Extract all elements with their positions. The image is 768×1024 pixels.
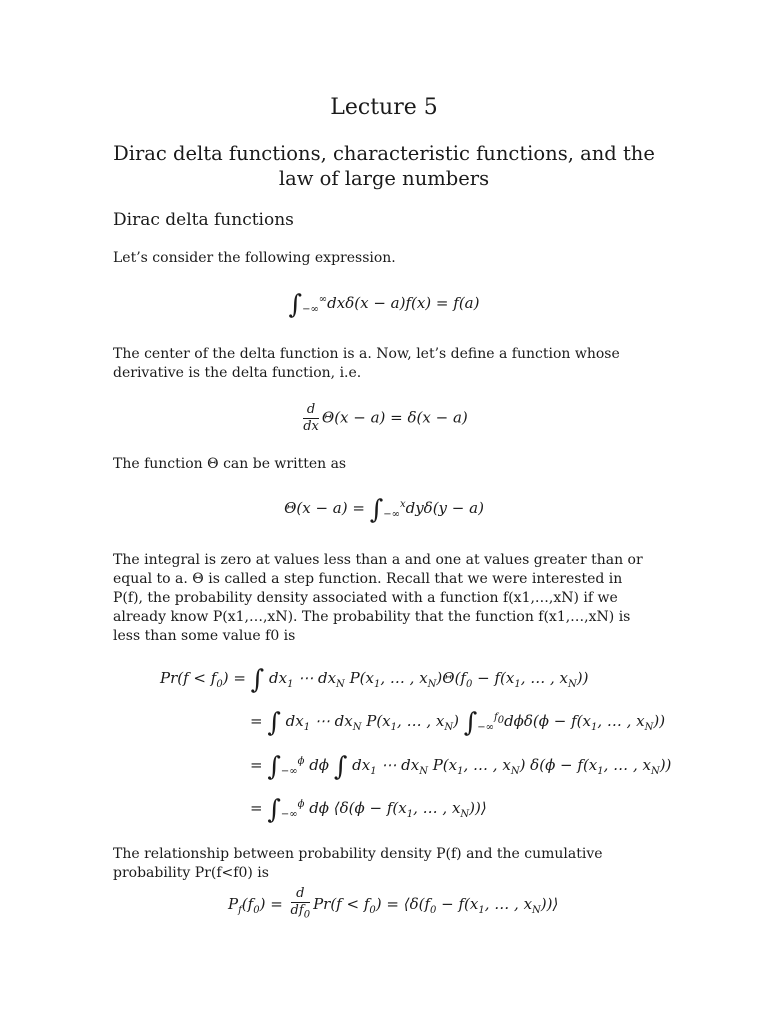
equation-step-derivative: $\frac{d}{dx}$ Θ(x − a) = δ(x − a) [303, 402, 468, 434]
equation-text: $\int_{-\infty}^\infty dx\delta(x - a)f(x) = f(a)$ [288, 290, 480, 320]
paragraph-2 [113, 345, 653, 383]
paragraph-3: The function Θ can be written as [113, 456, 347, 472]
equation-cumulative-line-1: $Pr(f < f_0)$ = ∫ $dx_1$ ⋯ $dx_N$ $P(x_1$, … , $x_N)\Theta(f_0 - f(x_1$, … , $x_N$)) [160, 665, 589, 695]
equation-delta-integral [0, 290, 768, 320]
equation-cumulative-line-3: = $\int_{-\infty}^\phi$ dϕ ∫ $dx_1$ ⋯ $dx_N$ $P(x_1$, … , $x_N$) $\delta(\phi - f(x_1$, … , $x_N$)) [250, 752, 672, 782]
equation-cumulative-line-4: = $\int_{-\infty}^\phi$ dϕ ⟨δ(ϕ − $f(x_1$, … , $x_N))⟩$ [250, 795, 487, 825]
page-subtitle: Dirac delta functions, characteristic functions, and the law of large numbers [113, 142, 655, 190]
paragraph-4: The integral is zero at values less than a and one at values greater than or equal to a. Θ is called a step function. Recall that we were interested in P(f), the probability density associated with a function f(x1,…,xN) if we already know P(x1,…,xN). The probability that the function f(x1,…,xN) is less than some value f0 is [113, 552, 643, 644]
equation-density: $P_f(f_0)$ = $\frac{d}{df_0}$ $Pr(f < f_0)$ = $⟨\delta(f_0 - f(x_1$, … , $x_N))⟩$ [228, 886, 558, 924]
equation-step-function: $\Theta(x - a) = \int_{-\infty}^xdy\delta(y - a)$ [284, 495, 484, 525]
section-heading: Dirac delta functions [113, 210, 294, 230]
paragraph-5: The relationship between probability density P(f) and the cumulative probability Pr(f<f0) is [113, 846, 603, 881]
equation-cumulative-line-2: = ∫ $dx_1$ ⋯ $dx_N$ $P(x_1$, … , $x_N$) $\int_{-\infty}^{f_0}d\phi\delta(\phi - f(x_1$, … , $x_N$)) [250, 708, 666, 738]
paragraph-text: The center of the delta function is a. Now, let’s define a function whose derivative is the delta function, i.e. [113, 346, 620, 381]
fraction-d-dx: $\frac{d}{dx}$ [303, 402, 319, 434]
paragraph-1: Let’s consider the following expression. [113, 250, 396, 266]
page-title: Lecture 5 [330, 95, 438, 120]
fraction-d-df0: $\frac{d}{df_0}$ [290, 886, 311, 921]
